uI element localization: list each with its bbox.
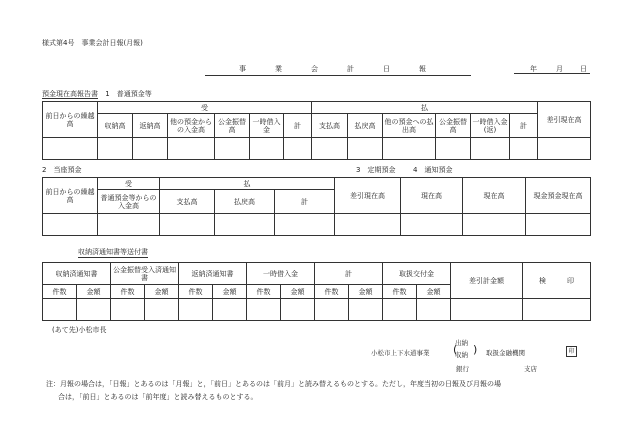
payment-col-header: 他の預金への払出高 — [383, 114, 436, 138]
amount-header: 金額 — [281, 285, 315, 299]
payments-header: 払 — [160, 178, 335, 190]
group-header: 取扱交付金 — [383, 263, 451, 285]
report-title: 事 業 会 計 日 報 — [205, 64, 471, 76]
input-cell[interactable] — [98, 138, 133, 160]
current-account-table — [42, 177, 335, 236]
table-row — [43, 214, 335, 236]
input-cell[interactable] — [348, 138, 383, 160]
note-line-1: 注：月報の場合は，「日報」とあるのは「月報」と，「前日」とあるのは「前月」と読み替えるものとする。ただし，年度当初の日報及び月報の場 — [46, 380, 501, 388]
input-cell[interactable] — [312, 138, 348, 160]
input-cell[interactable] — [77, 299, 111, 321]
count-header: 件数 — [111, 285, 145, 299]
group-header: 計 — [315, 263, 383, 285]
input-cell[interactable] — [315, 299, 349, 321]
fixed-deposit-header: 現在高 — [401, 178, 463, 214]
group-header: 公金振替受入済通知書 — [111, 263, 179, 285]
input-cell[interactable] — [526, 214, 591, 236]
seal-header: 検 印 — [523, 263, 591, 299]
amount-header: 金額 — [77, 285, 111, 299]
payment-col-header: 支払高 — [312, 114, 348, 138]
payment-col-header: 計 — [510, 114, 538, 138]
deposit-balance-table — [334, 177, 591, 236]
input-cell[interactable] — [417, 299, 451, 321]
input-cell[interactable] — [247, 299, 281, 321]
input-cell[interactable] — [168, 138, 215, 160]
bank-name: 銀行 — [456, 365, 469, 373]
count-header: 件数 — [43, 285, 77, 299]
input-cell[interactable] — [215, 138, 250, 160]
payment-col-header: 払戻高 — [348, 114, 383, 138]
input-cell[interactable] — [451, 299, 523, 321]
cash-deposit-total-header: 現金預金現在高 — [526, 178, 591, 214]
input-cell[interactable] — [250, 138, 284, 160]
receipts-header: 受 — [98, 178, 160, 190]
receipt-col-header: 一時借入金 — [250, 114, 284, 138]
input-cell[interactable] — [43, 138, 98, 160]
prev-balance-header: 前日からの繰越高 — [43, 178, 98, 214]
office-name: 小松市上下水道事業 — [371, 349, 430, 357]
input-cell[interactable] — [133, 138, 168, 160]
ordinary-deposit-table — [42, 101, 591, 160]
table-row — [335, 214, 591, 236]
receipt-col-header: 普通預金等からの入金高 — [98, 190, 160, 214]
table-row — [43, 138, 591, 160]
section5-heading: 収納済通知書等送付書 — [78, 248, 148, 256]
group-header: 一時借入金 — [247, 263, 315, 285]
input-cell[interactable] — [160, 214, 215, 236]
input-cell[interactable] — [463, 214, 526, 236]
amount-header: 金額 — [213, 285, 247, 299]
input-cell[interactable] — [179, 299, 213, 321]
input-cell[interactable] — [215, 214, 275, 236]
prev-balance-header: 前日からの繰越高 — [43, 102, 98, 138]
group-header: 返納済通知書 — [179, 263, 247, 285]
input-cell[interactable] — [401, 214, 463, 236]
input-cell[interactable] — [43, 214, 98, 236]
receipt-col-header: 公金振替高 — [215, 114, 250, 138]
branch-name: 支店 — [524, 365, 537, 373]
input-cell[interactable] — [284, 138, 312, 160]
input-cell[interactable] — [349, 299, 383, 321]
report-date: 年 月 日 — [514, 64, 590, 74]
input-cell[interactable] — [275, 214, 335, 236]
stamp-type: 出納 収納 — [455, 339, 468, 359]
input-cell[interactable] — [436, 138, 471, 160]
input-cell[interactable] — [98, 214, 160, 236]
notice-deposit-header: 現在高 — [463, 178, 526, 214]
count-header: 件数 — [247, 285, 281, 299]
section3-heading: 3 定期預金 — [356, 166, 396, 174]
section2-heading: 2 当座預金 — [42, 166, 82, 174]
brace-right: ) — [473, 343, 478, 356]
group-header: 収納済通知書 — [43, 263, 111, 285]
input-cell[interactable] — [145, 299, 179, 321]
balance-header: 差引現在高 — [335, 178, 401, 214]
input-cell[interactable] — [335, 214, 401, 236]
input-cell[interactable] — [281, 299, 315, 321]
seal-mark: 印 — [566, 346, 577, 357]
receipts-header: 受 — [98, 102, 312, 114]
payment-col-header: 公金振替高 — [436, 114, 471, 138]
bank-label: 取扱金融機関 — [486, 349, 525, 357]
brace-left: ( — [453, 343, 458, 356]
input-cell[interactable] — [213, 299, 247, 321]
count-header: 件数 — [179, 285, 213, 299]
payment-col-header: 払戻高 — [215, 190, 275, 214]
balance-header: 差引現在高 — [538, 102, 591, 138]
input-cell[interactable] — [471, 138, 510, 160]
count-header: 件数 — [315, 285, 349, 299]
section1-heading: 預金現在高報告書 1 普通預金等 — [42, 90, 152, 98]
receipt-col-header: 収納高 — [98, 114, 133, 138]
form-number: 様式第4号 事業会計日報(月報) — [42, 39, 143, 47]
receipt-col-header: 他の預金からの入金高 — [168, 114, 215, 138]
input-cell[interactable] — [383, 138, 436, 160]
section4-heading: 4 通知預金 — [413, 166, 453, 174]
input-cell[interactable] — [383, 299, 417, 321]
input-cell[interactable] — [43, 299, 77, 321]
input-cell[interactable] — [510, 138, 538, 160]
count-header: 件数 — [383, 285, 417, 299]
amount-header: 金額 — [417, 285, 451, 299]
input-cell[interactable] — [538, 138, 591, 160]
input-cell[interactable] — [111, 299, 145, 321]
payment-col-header: 計 — [275, 190, 335, 214]
payment-col-header: 支払高 — [160, 190, 215, 214]
payments-header: 払 — [312, 102, 538, 114]
remittance-table — [42, 262, 591, 321]
table-row — [43, 299, 591, 321]
note-line-2: 合は，「前日」とあるのは「前年度」と読み替えるものとする。 — [58, 393, 258, 401]
amount-header: 金額 — [145, 285, 179, 299]
addressee: (あて先)小松市長 — [52, 326, 107, 334]
receipt-col-header: 計 — [284, 114, 312, 138]
input-cell[interactable] — [523, 299, 591, 321]
net-amount-header: 差引計金額 — [451, 263, 523, 299]
payment-col-header: 一時借入金(返) — [471, 114, 510, 138]
receipt-col-header: 返納高 — [133, 114, 168, 138]
amount-header: 金額 — [349, 285, 383, 299]
